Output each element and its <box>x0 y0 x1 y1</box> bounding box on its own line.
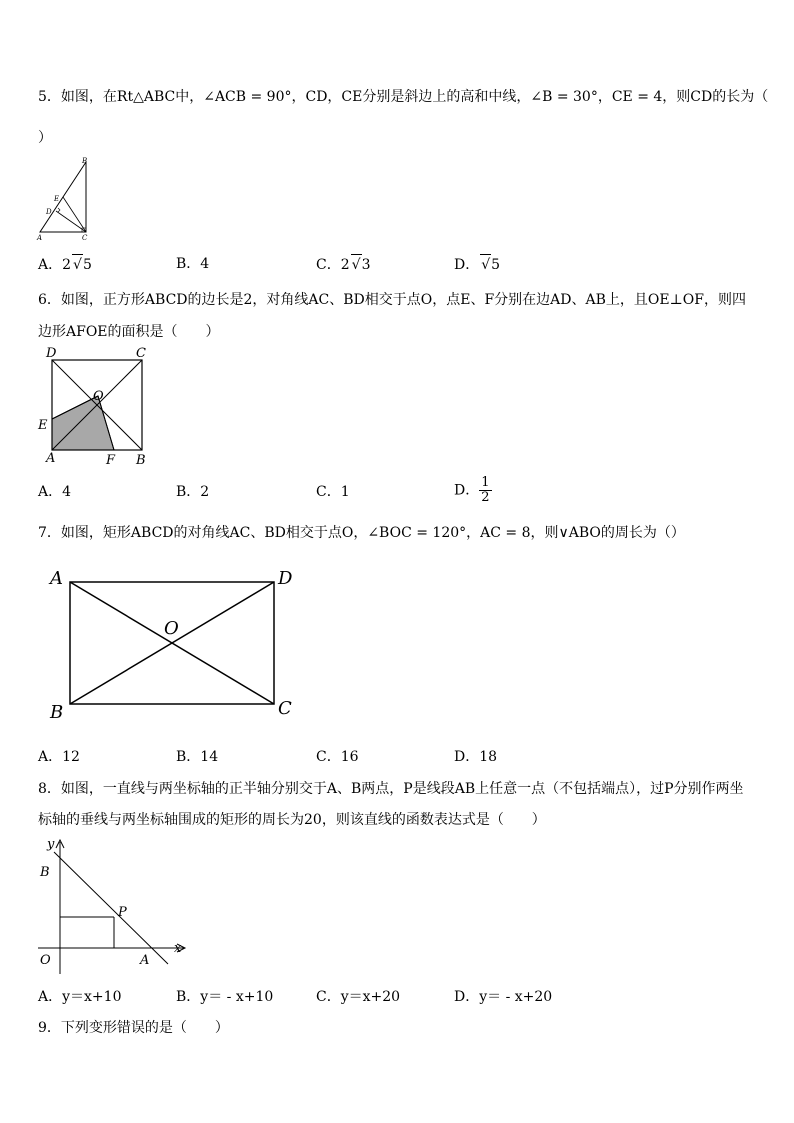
q7-option-d[interactable]: D．18 <box>454 749 498 765</box>
q5-option-d[interactable]: D． √5 <box>454 254 500 275</box>
q7-label-O: O <box>164 618 179 639</box>
q6-label-D: D <box>46 346 57 361</box>
q7-figure-rectangle <box>44 562 304 726</box>
q8-stem-line2: 标轴的垂线与两坐标轴围成的矩形的周长为20，则该直线的函数表达式是（ ） <box>38 812 546 828</box>
q5-option-b[interactable]: B．4 <box>176 256 210 272</box>
q8-stem-line1: 8．如图，一直线与两坐标轴的正半轴分别交于A、B两点，P是线段AB上任意一点（不包括端点），过P分别作两坐 <box>38 781 744 797</box>
q6-label-B: B <box>136 453 146 468</box>
q6-stem-line1: 6．如图，正方形ABCD的边长是2，对角线AC、BD相交于点O，点E、F分别在边AD、AB上，且OE⊥OF，则四 <box>38 292 746 308</box>
q6-label-A: A <box>46 451 56 466</box>
q8-label-B: B <box>40 865 50 880</box>
q7-option-c[interactable]: C．16 <box>316 749 359 765</box>
q6-label-O: O <box>93 389 104 404</box>
q5-figure-triangle <box>34 156 94 242</box>
q9-stem-line1: 9．下列变形错误的是（ ） <box>38 1020 229 1036</box>
q5-stem-line1: 5．如图，在Rt△ABC中，∠ACB = 90°，CD，CE分别是斜边上的高和中线，∠B = 30°，CE = 4，则CD的长为（ <box>38 89 769 105</box>
q6-option-b[interactable]: B．2 <box>176 484 210 500</box>
q5-label-C: C <box>82 234 88 242</box>
q8-option-b[interactable]: B．y＝ - x+10 <box>176 989 274 1005</box>
q6-option-c[interactable]: C．1 <box>316 484 350 500</box>
q8-option-c[interactable]: C．y＝x+20 <box>316 989 401 1005</box>
q5-label-B: B <box>82 157 88 165</box>
q5-option-c[interactable]: C．2 √3 <box>316 254 370 275</box>
q7-stem-line1: 7．如图，矩形ABCD的对角线AC、BD相交于点O，∠BOC = 120°，AC = 8，则∨ABO的周长为（） <box>38 525 685 541</box>
q7-label-C: C <box>278 698 292 719</box>
q7-option-b[interactable]: B．14 <box>176 749 219 765</box>
q5-label-D: D <box>46 208 52 216</box>
q8-label-A: A <box>140 953 150 968</box>
q6-label-C: C <box>136 346 146 361</box>
q8-label-x: x <box>174 941 182 956</box>
q5-label-E: E <box>54 195 60 203</box>
q7-label-D: D <box>278 568 293 589</box>
q8-figure-coordinate <box>34 836 194 972</box>
q7-option-a[interactable]: A．12 <box>38 749 80 765</box>
q7-label-B: B <box>50 702 64 723</box>
sqrt-symbol: √ <box>72 254 83 275</box>
q8-label-P: P <box>118 905 127 920</box>
q7-label-A: A <box>50 568 63 589</box>
sqrt-symbol: √ <box>480 254 491 275</box>
q6-option-d[interactable]: D． $\frac{1}{2}$ <box>454 475 490 505</box>
q5-stem-line2: ） <box>38 130 52 146</box>
q8-option-d[interactable]: D．y＝ - x+20 <box>454 989 553 1005</box>
q6-figure-square <box>36 344 156 470</box>
q6-label-E: E <box>38 418 48 433</box>
sqrt-symbol: √ <box>351 254 362 275</box>
q6-label-F: F <box>106 453 116 468</box>
q5-label-A: A <box>37 234 43 242</box>
q6-stem-line2: 边形AFOE的面积是（ ） <box>38 324 220 340</box>
fraction: $\frac{1}{2}$ <box>481 475 490 505</box>
q8-label-y: y <box>47 837 55 852</box>
q8-option-a[interactable]: A．y＝x+10 <box>38 989 122 1005</box>
q8-label-O: O <box>40 953 51 968</box>
q6-option-a[interactable]: A．4 <box>38 484 72 500</box>
q5-option-a[interactable]: A．2 √5 <box>38 254 92 275</box>
